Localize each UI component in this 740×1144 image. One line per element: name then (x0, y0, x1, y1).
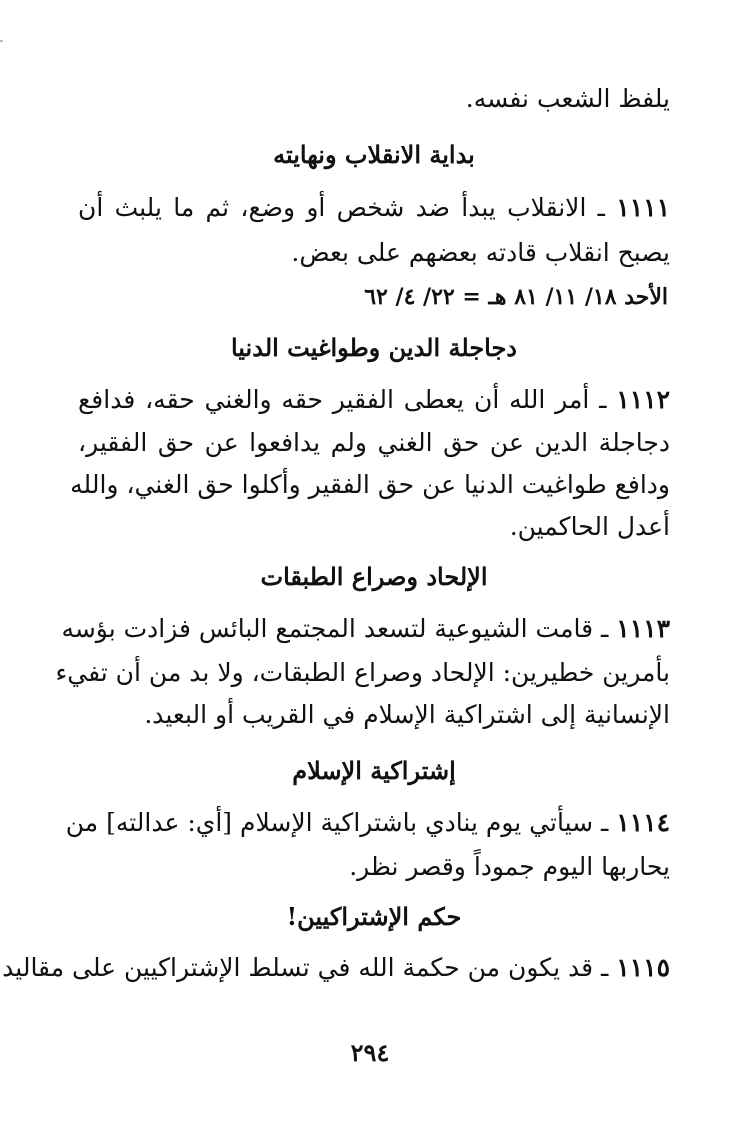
paragraph-text: يحاربها اليوم جموداً وقصر نظر. (349, 852, 670, 881)
section-heading: إشتراكية الإسلام (292, 756, 456, 785)
paragraph-number: ١١١٥ (616, 953, 670, 982)
text-line (78, 84, 670, 114)
paragraph-number: ١١١١ (616, 193, 670, 222)
section-heading: دجاجلة الدين وطواغيت الدنيا (230, 333, 517, 362)
paragraph-text: ـ قامت الشيوعية لتسعد المجتمع البائس فزادت بؤسه (61, 614, 617, 643)
section-heading: بداية الانقلاب ونهايته (273, 140, 475, 169)
paragraph-1113-line (78, 700, 670, 730)
paragraph-number: ١١١٣ (616, 614, 670, 643)
paragraph-1112-line (78, 428, 670, 458)
section-heading: حكم الإشتراكيين! (286, 902, 462, 931)
paragraph-1113-line (61, 614, 670, 644)
paragraph-text: أعدل الحاكمين. (509, 512, 670, 541)
paragraph-1114-line (65, 808, 670, 838)
paragraph-text: الإنسانية إلى اشتراكية الإسلام في القريب أو البعيد. (144, 700, 670, 729)
paragraph-text: ـ قد يكون من حكمة الله في تسلط الإشتراكيين على مقاليد (2, 953, 617, 982)
paragraph-1112-line (70, 470, 670, 500)
paragraph-text: يصبح انقلاب قادته بعضهم على بعض. (291, 238, 670, 267)
paragraph-number: ١١١٢ (616, 385, 670, 414)
date-line: الأحد ١٨/ ١١/ ٨١ هـ = ٢٢/ ٤/ ٦٢ (364, 284, 668, 310)
section-heading: الإلحاد وصراع الطبقات (260, 562, 488, 591)
paragraph-text: بأمرين خطيرين: الإلحاد وصراع الطبقات، ولا بد من أن تفيء (55, 658, 670, 687)
paragraph-number: ١١١٤ (616, 808, 670, 837)
paragraph-text: ـ أمر الله أن يعطى الفقير حقه والغني حقه، فدافع (78, 385, 617, 414)
paragraph-1112-line (78, 385, 670, 415)
paragraph-1111-line (78, 193, 670, 223)
paragraph-1111-line (78, 238, 670, 268)
paragraph-text: ـ سيأتي يوم ينادي باشتراكية الإسلام [أي: عدالته] من (65, 808, 617, 837)
paragraph-text: ودافع طواغيت الدنيا عن حق الفقير وأكلوا حق الغني، والله (70, 470, 670, 499)
paragraph-text: ـ الانقلاب يبدأ ضد شخص أو وضع، ثم ما يلبث أن (78, 193, 617, 222)
paragraph-1113-line (55, 658, 670, 688)
page-number: ٢٩٤ (350, 1038, 390, 1067)
paragraph-1112-line (78, 512, 670, 542)
text-line-content: يلفظ الشعب نفسه. (465, 84, 670, 113)
scan-edge-mark (0, 40, 3, 42)
paragraph-1114-line (78, 852, 670, 882)
paragraph-text: دجاجلة الدين عن حق الغني ولم يدافعوا عن حق الفقير، (78, 428, 670, 457)
paragraph-1115-line (2, 953, 670, 983)
